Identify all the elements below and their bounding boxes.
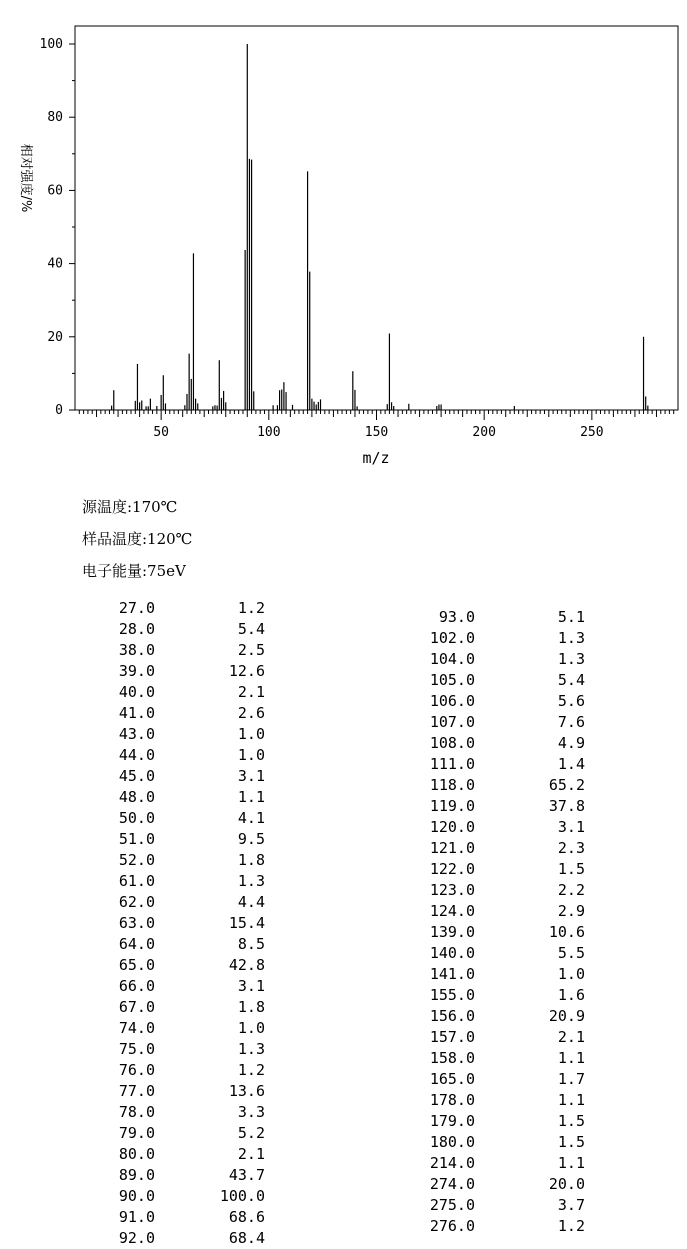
peak-row [0,997,300,1018]
x-axis [79,410,673,440]
peak-row [0,1165,300,1186]
peak-mz: 102.0 [429,629,475,647]
peak-mz: 179.0 [429,1112,475,1130]
peak-row [0,1060,300,1081]
peak-row [330,691,630,712]
y-tick-label: 20 [47,329,63,345]
peak-mz: 92.0 [118,1229,155,1247]
peak-intensity: 3.7 [557,1196,585,1214]
peak-row [0,661,300,682]
peak-mz: 93.0 [438,608,475,626]
peak-row [330,1048,630,1069]
peak-mz: 105.0 [429,671,475,689]
peak-intensity: 1.2 [237,1061,265,1079]
peak-row [0,1123,300,1144]
peak-intensity: 5.2 [237,1124,265,1142]
peak-intensity: 13.6 [228,1082,265,1100]
peak-row [0,1207,300,1228]
peak-mz: 78.0 [118,1103,155,1121]
peak-intensity: 1.2 [237,599,265,617]
peak-row [0,808,300,829]
mass-spectrum-chart [0,0,687,475]
peak-intensity: 5.6 [557,692,585,710]
peak-intensity: 1.1 [557,1049,585,1067]
peak-intensity: 1.0 [557,965,585,983]
x-tick-label: 200 [472,425,496,440]
peak-intensity: 2.5 [237,641,265,659]
peak-intensity: 1.8 [237,998,265,1016]
peak-row [330,712,630,733]
peak-intensity: 68.6 [228,1208,265,1226]
peak-row [330,922,630,943]
peak-mz: 27.0 [118,599,155,617]
peak-mz: 157.0 [429,1028,475,1046]
peak-row [330,838,630,859]
peak-mz: 106.0 [429,692,475,710]
peak-row [0,829,300,850]
peak-mz: 51.0 [118,830,155,848]
peak-mz: 77.0 [118,1082,155,1100]
peak-intensity: 65.2 [548,776,585,794]
peak-mz: 91.0 [118,1208,155,1226]
peak-intensity: 3.1 [237,977,265,995]
peak-mz: 39.0 [118,662,155,680]
peak-intensity: 4.4 [237,893,265,911]
peak-row [0,976,300,997]
peak-mz: 122.0 [429,860,475,878]
peak-mz: 62.0 [118,893,155,911]
sample-temperature: 样品温度:120℃ [82,530,193,548]
peak-intensity: 2.1 [237,1145,265,1163]
peak-intensity: 3.1 [237,767,265,785]
peak-mz: 111.0 [429,755,475,773]
peak-intensity: 1.5 [557,860,585,878]
peak-intensity: 1.1 [557,1091,585,1109]
peak-intensity: 5.4 [237,620,265,638]
peak-row [0,745,300,766]
peak-mz: 107.0 [429,713,475,731]
peak-intensity: 1.1 [237,788,265,806]
peak-intensity: 1.6 [557,986,585,1004]
peak-mz: 41.0 [118,704,155,722]
y-tick-label: 40 [47,256,63,272]
peak-row [0,892,300,913]
peak-row [330,943,630,964]
peak-row [330,1216,630,1237]
peak-mz: 74.0 [118,1019,155,1037]
peak-mz: 75.0 [118,1040,155,1058]
peak-row [330,775,630,796]
y-tick-label: 60 [47,183,63,199]
peak-mz: 165.0 [429,1070,475,1088]
peak-intensity: 1.0 [237,1019,265,1037]
y-axis [40,37,75,418]
peak-mz: 139.0 [429,923,475,941]
peak-mz: 118.0 [429,776,475,794]
peak-row [0,1228,300,1249]
peak-intensity: 1.3 [237,1040,265,1058]
peak-mz: 45.0 [118,767,155,785]
peak-mz: 65.0 [118,956,155,974]
spectrum-bars [112,44,648,410]
peak-mz: 155.0 [429,986,475,1004]
peak-row [0,1144,300,1165]
peak-row [330,1153,630,1174]
peak-mz: 66.0 [118,977,155,995]
peak-row [330,1174,630,1195]
peak-intensity: 1.8 [237,851,265,869]
peak-intensity: 1.0 [237,746,265,764]
peak-intensity: 1.4 [557,755,585,773]
peak-intensity: 42.8 [228,956,265,974]
peak-mz: 67.0 [118,998,155,1016]
peak-intensity: 12.6 [228,662,265,680]
peak-row [330,817,630,838]
peak-table-right [330,607,630,1237]
peak-mz: 40.0 [118,683,155,701]
peak-row [0,640,300,661]
peak-row [0,955,300,976]
y-axis-label: 相对强度/% [18,143,33,213]
peak-mz: 276.0 [429,1217,475,1235]
peak-row [0,619,300,640]
peak-intensity: 1.1 [557,1154,585,1172]
peak-row [330,1195,630,1216]
x-tick-label: 100 [257,425,281,440]
peak-intensity: 1.5 [557,1133,585,1151]
peak-mz: 50.0 [118,809,155,827]
peak-intensity: 3.1 [557,818,585,836]
peak-mz: 61.0 [118,872,155,890]
peak-mz: 44.0 [118,746,155,764]
peak-intensity: 5.5 [557,944,585,962]
peak-row [0,871,300,892]
peak-intensity: 100.0 [219,1187,265,1205]
peak-row [330,796,630,817]
peak-mz: 123.0 [429,881,475,899]
x-tick-label: 250 [580,425,604,440]
peak-intensity: 1.5 [557,1112,585,1130]
peak-row [0,787,300,808]
peak-row [330,901,630,922]
peak-intensity: 4.1 [237,809,265,827]
peak-row [330,628,630,649]
peak-row [0,934,300,955]
peak-intensity: 20.9 [548,1007,585,1025]
peak-intensity: 5.4 [557,671,585,689]
peak-mz: 275.0 [429,1196,475,1214]
peak-mz: 28.0 [118,620,155,638]
peak-row [0,766,300,787]
peak-intensity: 2.1 [237,683,265,701]
peak-intensity: 5.1 [557,608,585,626]
peak-mz: 89.0 [118,1166,155,1184]
peak-mz: 119.0 [429,797,475,815]
source-temperature: 源温度:170℃ [82,498,178,516]
peak-mz: 64.0 [118,935,155,953]
peak-row [330,670,630,691]
peak-row [330,1090,630,1111]
peak-mz: 52.0 [118,851,155,869]
x-tick-label: 150 [364,425,389,440]
peak-intensity: 2.2 [557,881,585,899]
peak-row [0,850,300,871]
peak-mz: 274.0 [429,1175,475,1193]
y-tick-label: 0 [55,403,63,418]
peak-mz: 108.0 [429,734,475,752]
peak-intensity: 7.6 [557,713,585,731]
peak-intensity: 43.7 [228,1166,265,1184]
peak-row [0,1102,300,1123]
peak-row [0,1039,300,1060]
peak-row [0,682,300,703]
peak-intensity: 8.5 [237,935,265,953]
y-tick-label: 80 [47,110,63,126]
peak-intensity: 1.3 [237,872,265,890]
peak-row [330,1006,630,1027]
peak-intensity: 10.6 [548,923,585,941]
peak-mz: 38.0 [118,641,155,659]
peak-row [330,754,630,775]
peak-intensity: 2.9 [557,902,585,920]
peak-row [0,703,300,724]
peak-mz: 120.0 [429,818,475,836]
peak-mz: 158.0 [429,1049,475,1067]
peak-table-left [0,598,300,1249]
electron-energy: 电子能量:75eV [82,562,186,580]
peak-row [0,724,300,745]
peak-mz: 90.0 [118,1187,155,1205]
peak-row [0,1186,300,1207]
peak-mz: 48.0 [118,788,155,806]
peak-intensity: 20.0 [548,1175,585,1193]
x-axis-label: m/z [362,449,390,467]
peak-row [0,1081,300,1102]
peak-intensity: 2.3 [557,839,585,857]
peak-intensity: 37.8 [548,797,585,815]
peak-intensity: 2.6 [237,704,265,722]
peak-mz: 80.0 [118,1145,155,1163]
peak-mz: 214.0 [429,1154,475,1172]
peak-mz: 76.0 [118,1061,155,1079]
plot-frame [75,26,678,410]
peak-mz: 141.0 [429,965,475,983]
peak-mz: 79.0 [118,1124,155,1142]
peak-row [330,649,630,670]
peak-mz: 178.0 [429,1091,475,1109]
peak-intensity: 9.5 [237,830,265,848]
peak-mz: 156.0 [429,1007,475,1025]
peak-intensity: 1.0 [237,725,265,743]
peak-row [330,1027,630,1048]
peak-row [330,1069,630,1090]
peak-mz: 104.0 [429,650,475,668]
peak-intensity: 15.4 [228,914,265,932]
peak-row [0,598,300,619]
peak-mz: 124.0 [429,902,475,920]
peak-intensity: 1.3 [557,650,585,668]
peak-intensity: 4.9 [557,734,585,752]
y-tick-label: 100 [39,37,63,52]
peak-mz: 140.0 [429,944,475,962]
x-tick-label: 50 [153,425,169,440]
peak-row [330,733,630,754]
peak-mz: 180.0 [429,1133,475,1151]
peak-intensity: 1.3 [557,629,585,647]
peak-mz: 63.0 [118,914,155,932]
peak-row [330,985,630,1006]
peak-row [330,1132,630,1153]
peak-row [0,913,300,934]
peak-intensity: 2.1 [557,1028,585,1046]
peak-row [330,964,630,985]
peak-intensity: 68.4 [228,1229,265,1247]
peak-row [330,1111,630,1132]
peak-row [0,1018,300,1039]
peak-mz: 121.0 [429,839,475,857]
peak-mz: 43.0 [118,725,155,743]
peak-intensity: 3.3 [237,1103,265,1121]
peak-row [330,880,630,901]
peak-row [330,607,630,628]
peak-intensity: 1.7 [557,1070,585,1088]
peak-row [330,859,630,880]
peak-intensity: 1.2 [557,1217,585,1235]
